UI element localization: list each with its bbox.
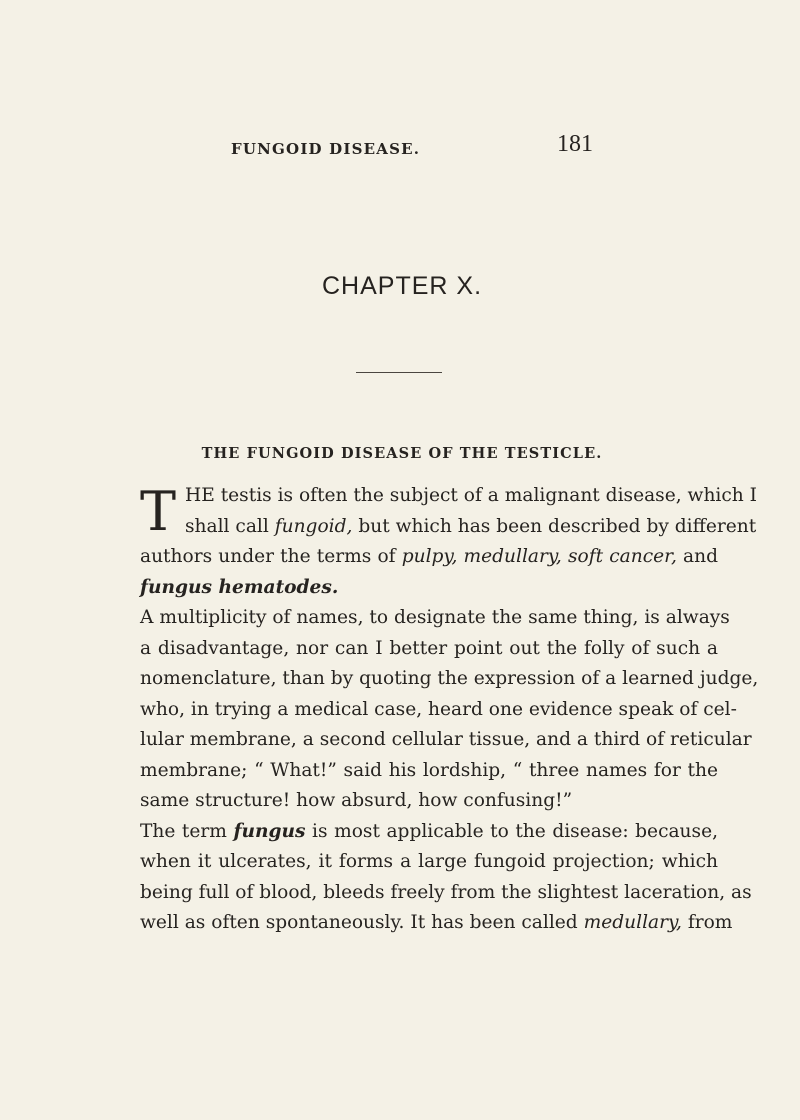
text-line: lular membrane, a second cellular tissue, and a third of reticular bbox=[140, 729, 752, 750]
text-run: well as often spontaneously. It has been called bbox=[140, 912, 584, 933]
paragraph-3 bbox=[140, 817, 752, 939]
text-line: HE testis is often the subject of a malignant disease, which I bbox=[185, 485, 758, 506]
italic-term: medullary, bbox=[583, 912, 682, 933]
section-title: THE FUNGOID DISEASE OF THE TESTICLE. bbox=[201, 445, 603, 462]
text-line bbox=[140, 817, 718, 848]
text-run: authors under the terms of bbox=[140, 546, 402, 567]
italic-term: soft cancer, bbox=[568, 546, 677, 567]
italic-term: fungus bbox=[233, 820, 306, 842]
text-line bbox=[140, 542, 718, 573]
text-run: is most applicable to the disease: because, bbox=[305, 820, 718, 842]
drop-cap: T bbox=[140, 480, 177, 543]
text-line: being full of blood, bleeds freely from the slightest laceration, as bbox=[140, 881, 752, 903]
text-line: nomenclature, than by quoting the expression of a learned judge, bbox=[140, 668, 759, 689]
text-line: a disadvantage, nor can I better point out the folly of such a bbox=[140, 637, 718, 659]
paragraph-1 bbox=[140, 480, 758, 603]
italic-term: medullary, bbox=[463, 546, 562, 567]
text-line bbox=[140, 908, 733, 939]
text-run: shall call bbox=[185, 515, 275, 537]
text-line: same structure! how absurd, how confusing!” bbox=[140, 790, 573, 811]
text-line: A multiplicity of names, to designate the same thing, is always bbox=[140, 607, 730, 628]
text-line bbox=[140, 512, 757, 543]
italic-term: fungus hematodes. bbox=[140, 576, 339, 598]
italic-term: fungoid, bbox=[274, 515, 353, 537]
chapter-heading: CHAPTER X. bbox=[321, 272, 483, 300]
body-text bbox=[140, 480, 759, 939]
text-line: who, in trying a medical case, heard one evidence speak of cel- bbox=[140, 698, 737, 720]
text-run: The term bbox=[140, 820, 234, 842]
text-line bbox=[140, 573, 718, 604]
text-run: and bbox=[676, 546, 719, 567]
text-run: but which has been described by different bbox=[352, 515, 757, 537]
running-head: FUNGOID DISEASE. bbox=[231, 140, 421, 158]
paragraph-2 bbox=[140, 603, 759, 817]
divider-rule bbox=[356, 372, 442, 373]
text-line: when it ulcerates, it forms a large fungoid projection; which bbox=[140, 851, 718, 872]
italic-term: pulpy, bbox=[401, 546, 458, 567]
text-line: membrane; “ What!” said his lordship, “ three names for the bbox=[140, 759, 718, 781]
text-run: from bbox=[681, 912, 733, 933]
page-number: 181 bbox=[557, 131, 593, 157]
